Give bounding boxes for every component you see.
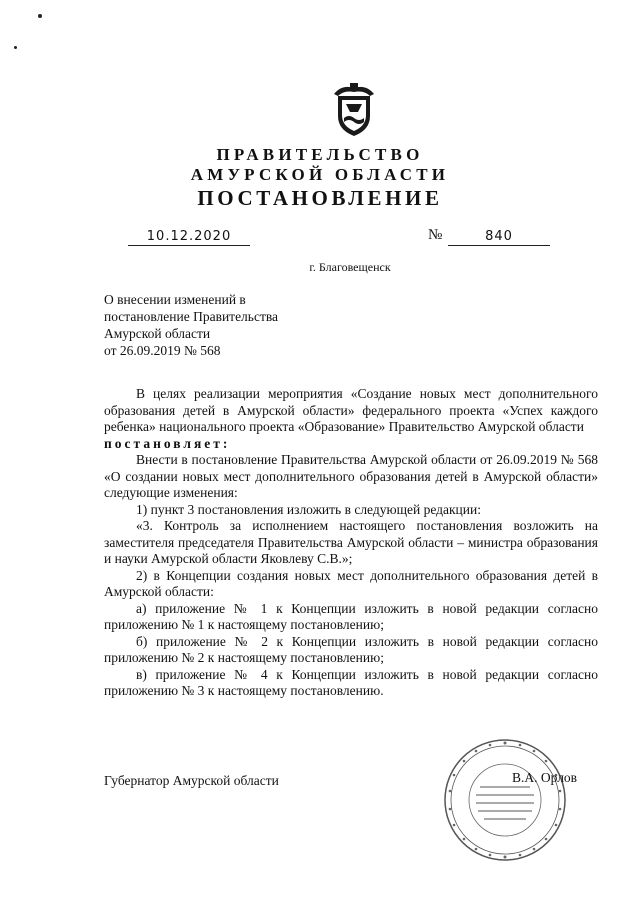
paragraph-item-2c: в) приложение № 4 к Концепции изложить в новой редакции согласно приложению № 3 к настоящему постановлению. — [104, 666, 598, 698]
subject-line: постановление Правительства — [104, 309, 279, 324]
paragraph-amend: Внести в постановление Правительства Амурской области от 26.09.2019 № 568 «О создании новых мест дополнительного образования детей в Амурской области» следующие изменения: — [104, 452, 598, 500]
paragraph-item-2: 2) в Концепции создания новых мест дополнительного образования детей в Амурской области: — [104, 567, 598, 599]
document-number: 840 — [448, 229, 550, 246]
paragraph-item-2a: а) приложение № 1 к Концепции изложить в новой редакции согласно приложению № 1 к настоящему постановлению; — [104, 600, 598, 632]
number-label: № — [428, 227, 443, 243]
paragraph-preamble: В целях реализации мероприятия «Создание новых мест дополнительного образования детей в Амурской области» федерального проекта «Успех каждого ребенка» национального проекта «Образование» Правительство Амурской области — [104, 386, 598, 434]
document-date: 10.12.2020 — [128, 229, 250, 246]
paragraph-item-1: 1) пункт 3 постановления изложить в следующей редакции: — [136, 501, 481, 517]
header-doc-type: ПОСТАНОВЛЕНИЕ — [197, 186, 443, 210]
subject-line: О внесении изменений в — [104, 292, 246, 307]
paragraph-item-2b: б) приложение № 2 к Концепции изложить в новой редакции согласно приложению № 2 к настоящему постановлению; — [104, 633, 598, 665]
document-body — [104, 386, 598, 700]
signer-name: В.А. Орлов — [512, 770, 578, 785]
signer-title: Губернатор Амурской области — [104, 773, 279, 788]
header-government: ПРАВИТЕЛЬСТВО — [216, 145, 424, 164]
scan-speck — [14, 46, 17, 49]
header-region: АМУРСКОЙ ОБЛАСТИ — [190, 165, 450, 184]
resolves-keyword: постановляет: — [104, 435, 231, 451]
subject-line: Амурской области — [104, 326, 211, 341]
scan-speck — [38, 14, 42, 18]
paragraph-item-1-text: «3. Контроль за исполнением настоящего постановления возложить на заместителя председателя Правительства Амурской области – министра образования и науки Амурской области Яковлеву С.В.»; — [104, 518, 598, 566]
subject-line: от 26.09.2019 № 568 — [104, 343, 221, 358]
coat-of-arms-icon — [330, 82, 378, 138]
city: г. Благовещенск — [309, 260, 391, 274]
official-seal-stamp — [440, 735, 570, 865]
document-subject — [104, 291, 278, 359]
